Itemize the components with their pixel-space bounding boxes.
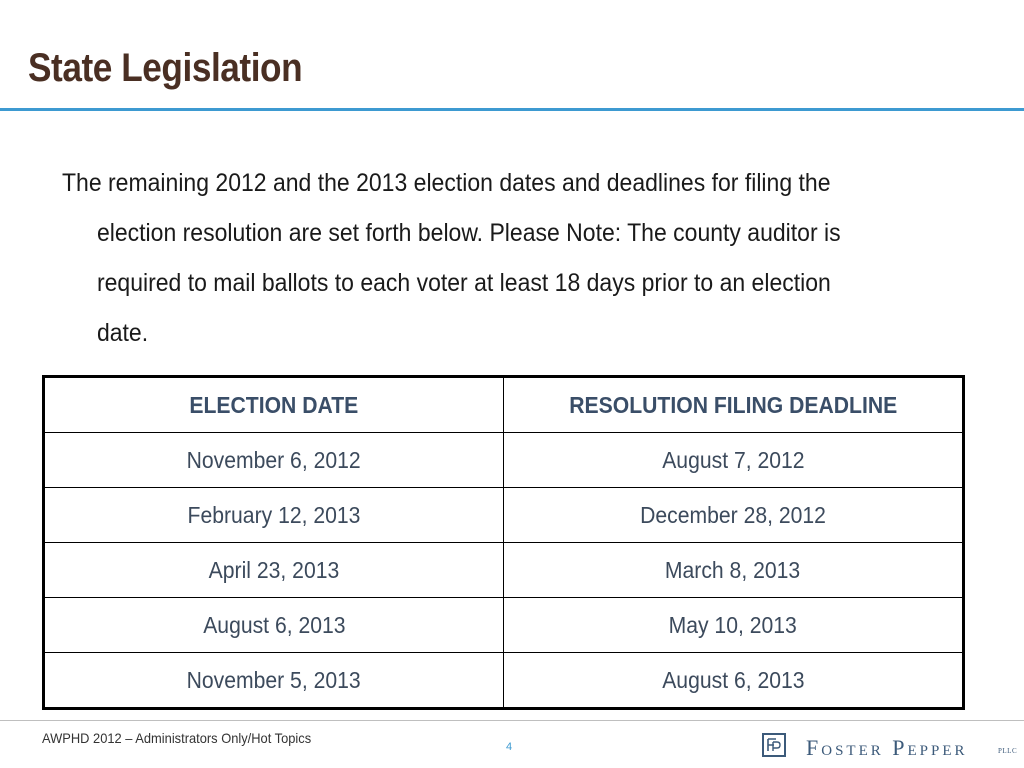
election-date-cell: November 6, 2012 — [44, 433, 504, 488]
election-date-cell: August 6, 2013 — [44, 598, 504, 653]
logo-suffix: PLLC — [998, 747, 1018, 755]
filing-deadline-cell: December 28, 2012 — [504, 488, 964, 543]
table-row — [44, 653, 964, 709]
page-number: 4 — [506, 741, 513, 753]
election-date-cell: February 12, 2013 — [44, 488, 504, 543]
header-resolution-filing-deadline: RESOLUTION FILING DEADLINE — [504, 377, 964, 433]
title-divider — [0, 108, 1024, 111]
election-date-cell: April 23, 2013 — [44, 543, 504, 598]
footer-divider — [0, 720, 1024, 721]
table-header-row — [44, 377, 964, 433]
filing-deadline-cell: May 10, 2013 — [504, 598, 964, 653]
header-election-date: ELECTION DATE — [44, 377, 504, 433]
filing-deadline-cell: March 8, 2013 — [504, 543, 964, 598]
foster-pepper-monogram-icon — [762, 733, 786, 757]
slide-title: State Legislation — [28, 46, 303, 90]
footer-text: AWPHD 2012 – Administrators Only/Hot Topics — [42, 730, 312, 746]
intro-line-2: election resolution are set forth below. Please Note: The county auditor is — [96, 219, 841, 247]
table-row — [44, 433, 964, 488]
intro-line-1: The remaining 2012 and the 2013 election dates and deadlines for filing the — [62, 169, 831, 197]
intro-line-4: date. — [96, 319, 149, 347]
filing-deadline-cell: August 7, 2012 — [504, 433, 964, 488]
table-row — [44, 598, 964, 653]
table-row — [44, 543, 964, 598]
table-row — [44, 488, 964, 543]
intro-paragraph — [62, 158, 925, 358]
election-schedule-table — [42, 375, 965, 710]
intro-line-3: required to mail ballots to each voter at least 18 days prior to an election — [96, 269, 831, 297]
election-date-cell: November 5, 2013 — [44, 653, 504, 709]
filing-deadline-cell: August 6, 2013 — [504, 653, 964, 709]
logo-wordmark: Foster Pepper — [806, 735, 968, 760]
